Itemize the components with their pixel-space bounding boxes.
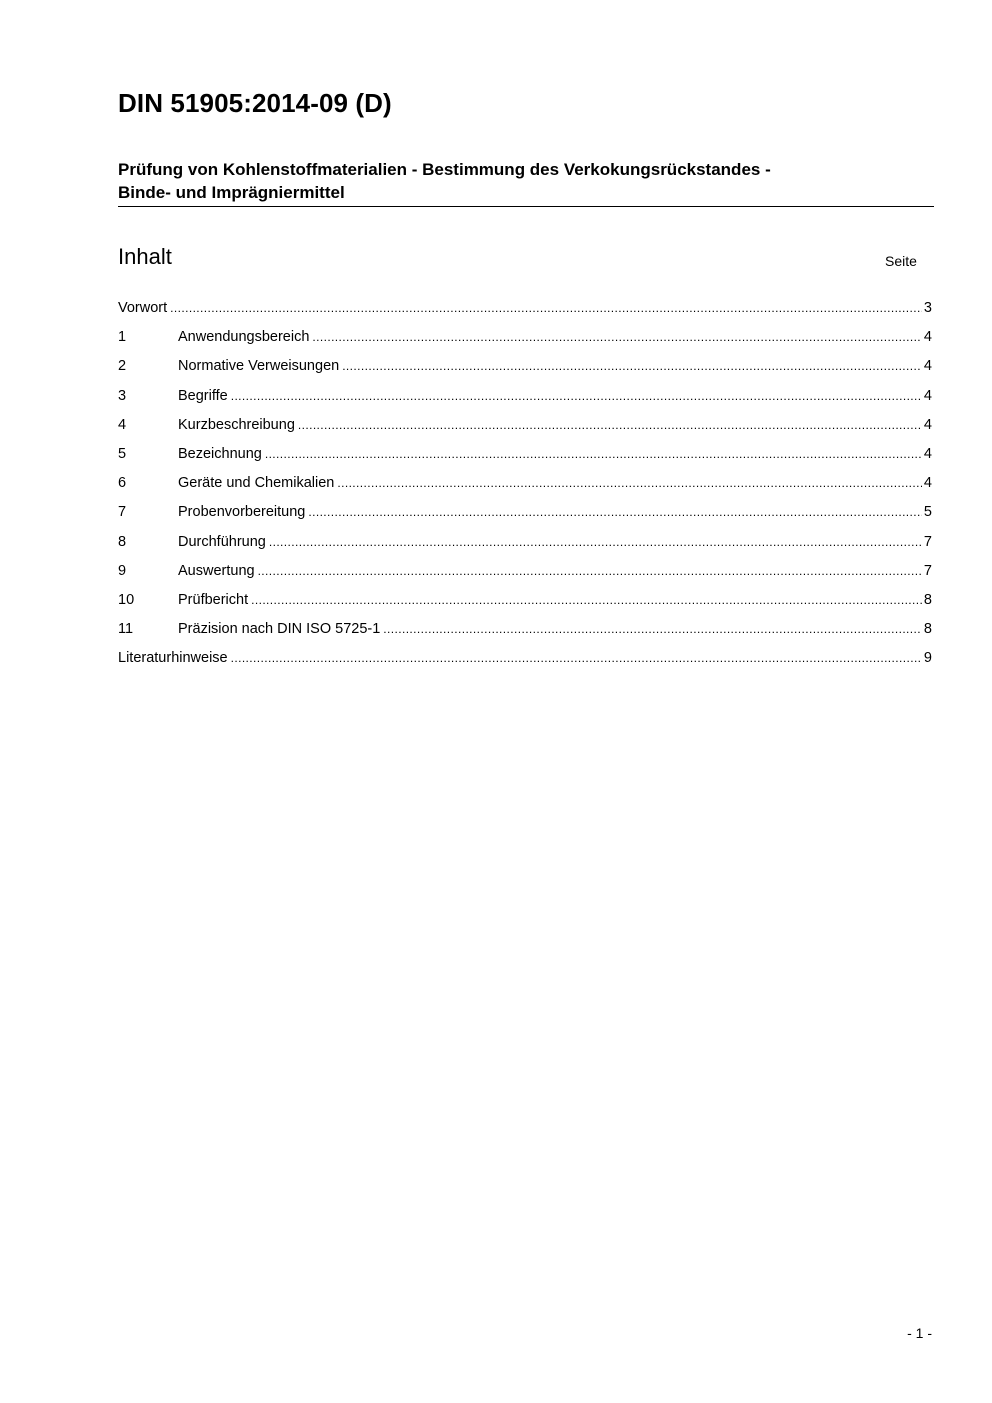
document-title-line-1: Prüfung von Kohlenstoffmaterialien - Bestimmung des Verkokungsrückstandes - [118, 160, 771, 179]
toc-entry-7[interactable] [118, 504, 932, 533]
toc-entry-label: Durchführung [178, 533, 266, 550]
toc-heading: Inhalt [118, 244, 172, 269]
toc-entry-page: 4 [923, 416, 932, 433]
toc-entry-page: 7 [923, 562, 932, 579]
toc-leader-dots [251, 593, 922, 607]
toc-entry-label: Probenvorbereitung [178, 504, 306, 521]
toc-entry-page: 3 [923, 300, 932, 316]
toc-entry-number: 1 [118, 329, 127, 346]
toc-entry-number: 3 [118, 387, 127, 404]
toc-page-column-label: Seite [885, 253, 917, 269]
toc-entry-label: Bezeichnung [178, 445, 262, 462]
toc-entry-3[interactable] [118, 388, 932, 417]
toc-entry-9[interactable] [118, 563, 932, 592]
toc-entry-number: 10 [118, 591, 135, 608]
toc-entry-literaturhinweise[interactable] [118, 650, 932, 679]
toc-entry-label: Prüfbericht [178, 591, 249, 608]
toc-entry-page: 8 [923, 621, 932, 638]
toc-entry-label: Auswertung [178, 562, 255, 579]
toc-entry-page: 4 [923, 475, 932, 492]
toc-entry-2[interactable] [118, 358, 932, 387]
toc-entry-page: 4 [923, 329, 932, 346]
toc-entry-label: Geräte und Chemikalien [178, 475, 335, 492]
toc-leader-dots [269, 535, 922, 549]
toc-entry-label: Normative Verweisungen [178, 358, 340, 375]
toc-entry-number: 2 [118, 358, 127, 375]
toc-leader-dots [312, 330, 922, 344]
toc-leader-dots [383, 622, 922, 636]
toc-entry-page: 4 [923, 387, 932, 404]
toc-entry-label: Anwendungsbereich [178, 329, 310, 346]
toc-leader-dots [231, 651, 922, 665]
toc-entry-1[interactable] [118, 329, 932, 358]
toc-entry-page: 8 [923, 591, 932, 608]
toc-entry-4[interactable] [118, 417, 932, 446]
toc-entry-page: 4 [923, 445, 932, 462]
toc-entry-page: 9 [923, 650, 932, 667]
toc-entry-label: Kurzbeschreibung [178, 416, 295, 433]
toc-entry-number: 8 [118, 533, 127, 550]
toc-entry-label: Literaturhinweise [118, 650, 228, 667]
toc-entry-number: 7 [118, 504, 127, 521]
toc-entry-label: Begriffe [178, 387, 228, 404]
toc-entry-label: Präzision nach DIN ISO 5725-1 [178, 621, 381, 638]
toc-entry-label: Vorwort [118, 300, 168, 316]
toc-entry-number: 6 [118, 475, 127, 492]
toc-leader-dots [337, 476, 922, 490]
toc-entry-number: 9 [118, 562, 127, 579]
toc-entry-page: 5 [923, 504, 932, 521]
toc-entry-6[interactable] [118, 475, 932, 504]
toc-leader-dots [231, 389, 922, 403]
table-of-contents [118, 300, 932, 679]
toc-leader-dots [170, 301, 922, 315]
page-number: - 1 - [907, 1325, 932, 1341]
document-title [118, 158, 933, 204]
toc-entry-5[interactable] [118, 446, 932, 475]
toc-entry-number: 4 [118, 416, 127, 433]
title-divider [118, 206, 934, 207]
document-id: DIN 51905:2014-09 (D) [118, 88, 392, 118]
toc-leader-dots [298, 418, 922, 432]
toc-entry-page: 4 [923, 358, 932, 375]
toc-entry-10[interactable] [118, 592, 932, 621]
toc-entry-vorwort[interactable] [118, 300, 932, 329]
toc-entry-8[interactable] [118, 534, 932, 563]
toc-leader-dots [265, 447, 922, 461]
toc-leader-dots [308, 505, 922, 519]
toc-entry-number: 11 [118, 621, 134, 638]
toc-leader-dots [258, 564, 922, 578]
toc-entry-number: 5 [118, 445, 127, 462]
toc-entry-page: 7 [923, 533, 932, 550]
toc-leader-dots [342, 359, 922, 373]
toc-entry-11[interactable] [118, 621, 932, 650]
document-title-line-2: Binde- und Imprägniermittel [118, 183, 345, 202]
